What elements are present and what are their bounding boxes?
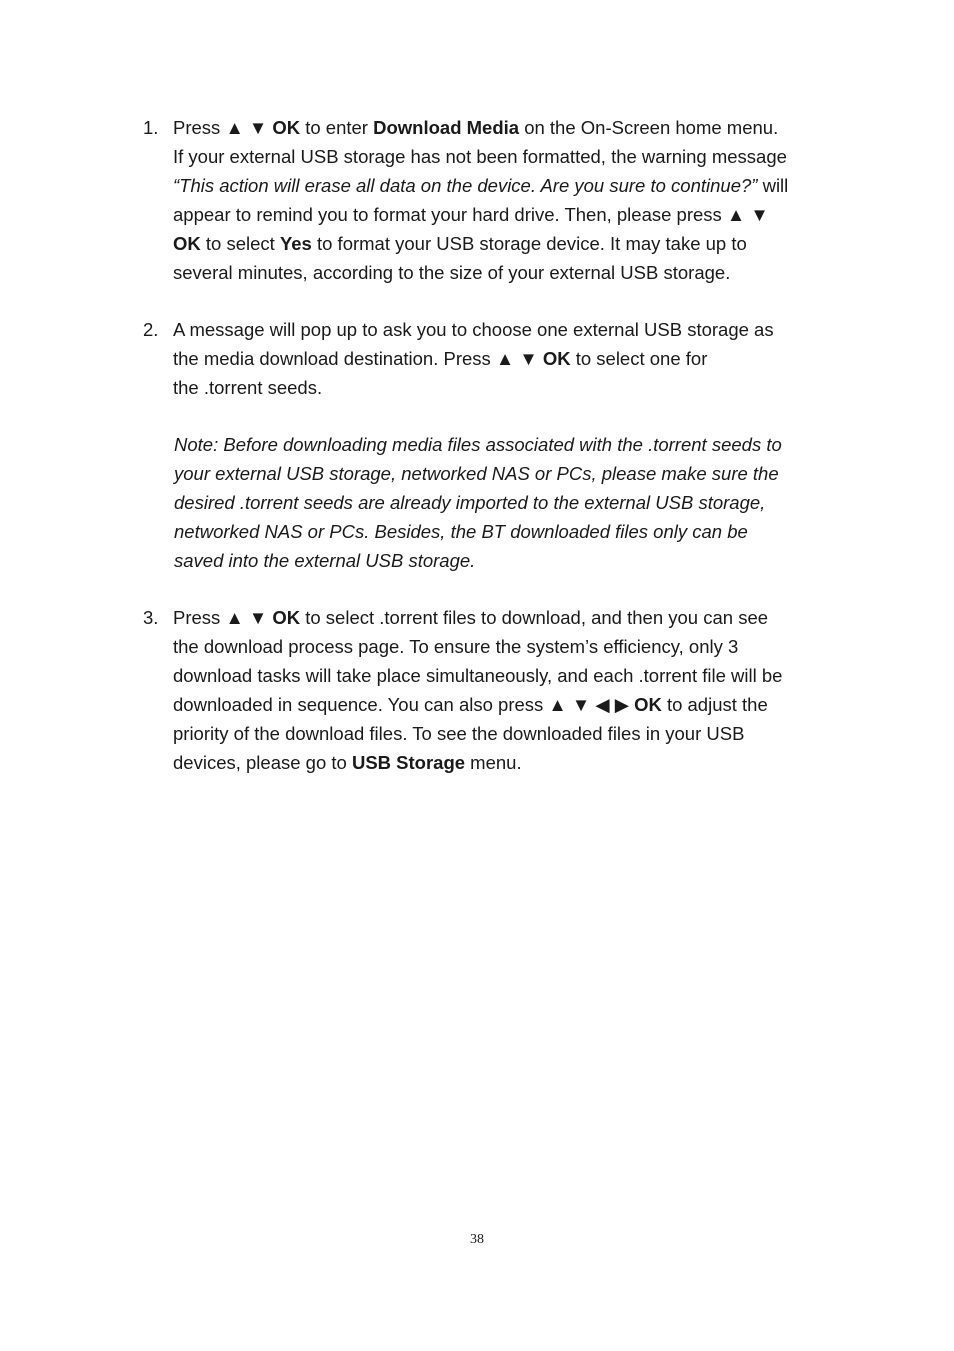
list-item-number: 3. (143, 607, 159, 628)
note-line: Note: Before downloading media files associated with the .torrent seeds to (174, 434, 782, 455)
document-body (143, 113, 833, 805)
bold-text: ▲ ▼ OK (225, 607, 301, 628)
text-run: If your external USB storage has not been formatted, the warning message (173, 146, 787, 167)
note-line: your external USB storage, networked NAS or PCs, please make sure the (174, 463, 779, 484)
text-run: Press (173, 117, 226, 138)
instruction-list (143, 113, 833, 402)
list-item (143, 113, 833, 287)
text-run: A message will pop up to ask you to choose one external USB storage as (173, 319, 774, 340)
list-item-number: 1. (143, 117, 159, 138)
note-line: desired .torrent seeds are already imported to the external USB storage, (174, 492, 766, 513)
bold-text: OK (634, 694, 662, 715)
bold-text: Download Media (373, 117, 520, 138)
list-item-text (173, 603, 833, 777)
text-run: to adjust the (661, 694, 768, 715)
note-paragraph (143, 430, 833, 575)
text-run: will (757, 175, 789, 196)
text-run: several minutes, according to the size of your external USB storage. (173, 262, 731, 283)
bold-text: ▲ ▼ OK (495, 348, 571, 369)
list-item (143, 603, 833, 777)
text-run: priority of the download files. To see the downloaded files in your USB (173, 723, 745, 744)
list-item-text (173, 113, 833, 287)
text-run: to select one for (570, 348, 708, 369)
bold-text: OK (173, 233, 201, 254)
text-run: to enter (300, 117, 374, 138)
text-run: appear to remind you to format your hard drive. Then, please press ▲ ▼ (173, 204, 769, 225)
instruction-list-continued (143, 603, 833, 777)
text-run: download tasks will take place simultaneously, and each .torrent file will be (173, 665, 783, 686)
text-run: to select (200, 233, 280, 254)
text-run: downloaded in sequence. You can also press ▲ ▼ ◀ ▶ (173, 694, 635, 715)
bold-text: ▲ ▼ OK (225, 117, 301, 138)
text-run: the .torrent seeds. (173, 377, 323, 398)
page-number: 38 (470, 1232, 484, 1247)
text-run: menu. (465, 752, 522, 773)
bold-text: USB Storage (351, 752, 466, 773)
list-item-text (173, 315, 833, 402)
text-run: to format your USB storage device. It may take up to (311, 233, 747, 254)
text-run: the download process page. To ensure the system’s efficiency, only 3 (173, 636, 739, 657)
text-run: Press (173, 607, 226, 628)
note-line: networked NAS or PCs. Besides, the BT downloaded files only can be (174, 521, 748, 542)
note-line: saved into the external USB storage. (174, 550, 476, 571)
italic-text: “This action will erase all data on the device. Are you sure to continue?” (173, 175, 758, 196)
text-run: on the On-Screen home menu. (519, 117, 779, 138)
bold-text: Yes (279, 233, 312, 254)
text-run: the media download destination. Press (173, 348, 496, 369)
text-run: to select .torrent files to download, and then you can see (300, 607, 769, 628)
list-item-number: 2. (143, 319, 159, 340)
list-item (143, 315, 833, 402)
text-run: devices, please go to (173, 752, 352, 773)
